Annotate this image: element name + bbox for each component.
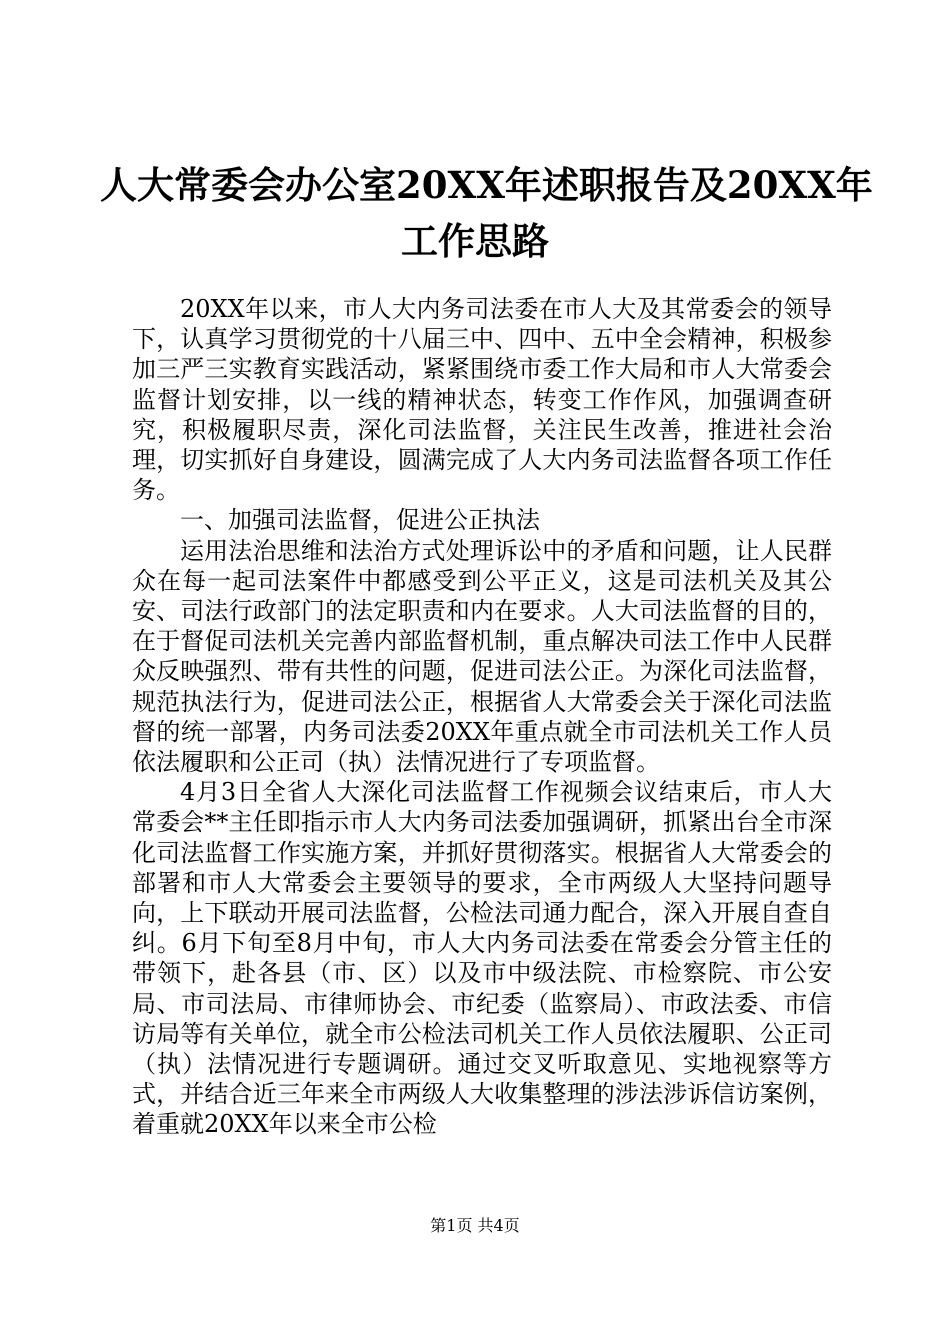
document-title-line-1: 人大常委会办公室20XX年述职报告及20XX年 [100, 163, 873, 207]
document-title-line-2: 工作思路 [401, 219, 549, 263]
body-paragraph: 运用法治思维和法治方式处理诉讼中的矛盾和问题，让人民群众在每一起司法案件中都感受到公平正义，这是司法机关及其公安、司法行政部门的法定职责和内在要求。人大司法监督的目的，在于督促司法机关完善内部监督机制，重点解决司法工作中人民群众反映强烈、带有共性的问题，促进司法公正。为深化司法监督，规范执法行为，促进司法公正，根据省人大常委会关于深化司法监督的统一部署，内务司法委20XX年重点就全市司法机关工作人员依法履职和公正司（执）法情况进行了专项监督。 [132, 536, 832, 777]
page-footer: 第1页 共4页 [430, 1216, 520, 1235]
section-heading: 一、加强司法监督，促进公正执法 [180, 506, 540, 535]
body-paragraph: 4月3日全省人大深化司法监督工作视频会议结束后，市人大常委会**主任即指示市人大内务司法委加强调研，抓紧出台全市深化司法监督工作实施方案，并抓好贯彻落实。根据省人大常委会的部署和市人大常委会主要领导的要求，全市两级人大坚持问题导向，上下联动开展司法监督，公检法司通力配合，深入开展自查自纠。6月下旬至8月中旬，市人大内务司法委在常委会分管主任的带领下，赴各县（市、区）以及市中级法院、市检察院、市公安局、市司法局、市律师协会、市纪委（监察局）、市政法委、市信访局等有关单位，就全市公检法司机关工作人员依法履职、公正司（执）法情况进行专题调研。通过交叉听取意见、实地视察等方式，并结合近三年来全市两级人大收集整理的涉法涉诉信访案例，着重就20XX年以来全市公检 [132, 778, 832, 1139]
document-body [132, 294, 832, 1140]
intro-paragraph: 20XX年以来，市人大内务司法委在市人大及其常委会的领导下，认真学习贯彻党的十八届三中、四中、五中全会精神，积极参加三严三实教育实践活动，紧紧围绕市委工作大局和市人大常委会监督计划安排，以一线的精神状态，转变工作作风，加强调查研究，积极履职尽责，深化司法监督，关注民生改善，推进社会治理，切实抓好自身建设，圆满完成了人大内务司法监督各项工作任务。 [132, 295, 832, 505]
